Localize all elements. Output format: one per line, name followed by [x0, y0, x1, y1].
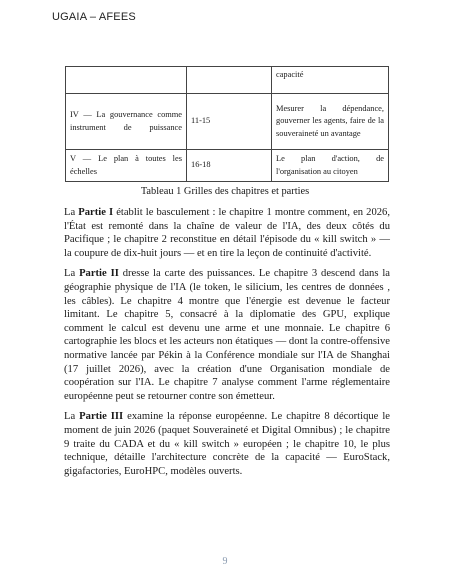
paragraph-part-3	[64, 410, 390, 478]
part-label: Partie I	[78, 207, 114, 218]
table-cell-content: Le plan d'action, de l'organisation au citoyen	[272, 150, 389, 182]
paragraph-text: dresse la carte des puissances. Le chapitre 3 descend dans la géographie physique de l'IA (le token, le silicium, les centres de données , les câbles). Le chapitre 4 montre que l'énergie est devenue le facteur limitant. Le chapitre 5, consacré à la diplomatie des GPU, explique comment le calcul est devenu une arme et une monnaie. Le chapitre 6 cartographie les blocs et les acteurs non étatiques — dont la contre-offensive normative lancée par Pékin à la Conférence mondiale sur l'IA de Shanghai (17 juillet 2026), avec la création d'une Organisation mondiale de coopération sur l'IA. Le chapitre 7 analyse comment l'arme réglementaire européenne peut se retourner contre son émetteur.	[64, 268, 390, 402]
part-label: Partie III	[79, 411, 124, 423]
paragraph-part-2	[64, 267, 390, 403]
table-cell-part: IV — La gouvernance comme instrument de puissance	[66, 94, 187, 150]
table-row	[66, 94, 389, 150]
paragraph-lead: La	[64, 268, 80, 280]
table-cell-part: V — Le plan à toutes les échelles	[66, 150, 187, 182]
table-cell-part	[66, 67, 187, 94]
paragraph-lead: La	[64, 207, 79, 218]
paragraph-text: établit le basculement : le chapitre 1 montre comment, en 2026, l'État est remonté dans la chaîne de valeur de l'IA, des deux côtés du Pacifique ; le chapitre 2 reconstitue en détail l'épisode du « kill switch » — la coupure de dix-huit jours — et en tire la leçon de continuité d'activité.	[64, 207, 390, 259]
chapters-table	[65, 66, 389, 182]
table-cell-content: Mesurer la dépendance, gouverner les agents, faire de la souveraineté un avantage	[272, 94, 389, 150]
table-caption: Tableau 1 Grilles des chapitres et parties	[140, 186, 310, 197]
paragraph-lead: La	[64, 411, 80, 423]
part-label: Partie II	[79, 268, 119, 280]
page-number: 9	[222, 556, 228, 567]
table-row	[66, 150, 389, 182]
table-cell-chapters: 11-15	[187, 94, 272, 150]
table-cell-chapters	[187, 67, 272, 94]
body-text	[64, 206, 390, 485]
paragraph-part-1	[64, 206, 390, 260]
paragraph-text: examine la réponse européenne. Le chapitre 8 décortique le moment de juin 2026 (paquet Souveraineté et Digital Omnibus) ; le chapitre 9 traite du CADA et du « kill switch » européen ; le chapitre 10, le plus technique, détaille l'architecture concrète de la capacité — EuroStack, gigafactories, EuroHPC, modèles ouverts.	[64, 411, 390, 477]
running-header: UGAIA – AFEES	[52, 11, 136, 23]
table-cell-chapters: 16-18	[187, 150, 272, 182]
table-row	[66, 67, 389, 94]
table-cell-content: capacité	[272, 67, 389, 94]
